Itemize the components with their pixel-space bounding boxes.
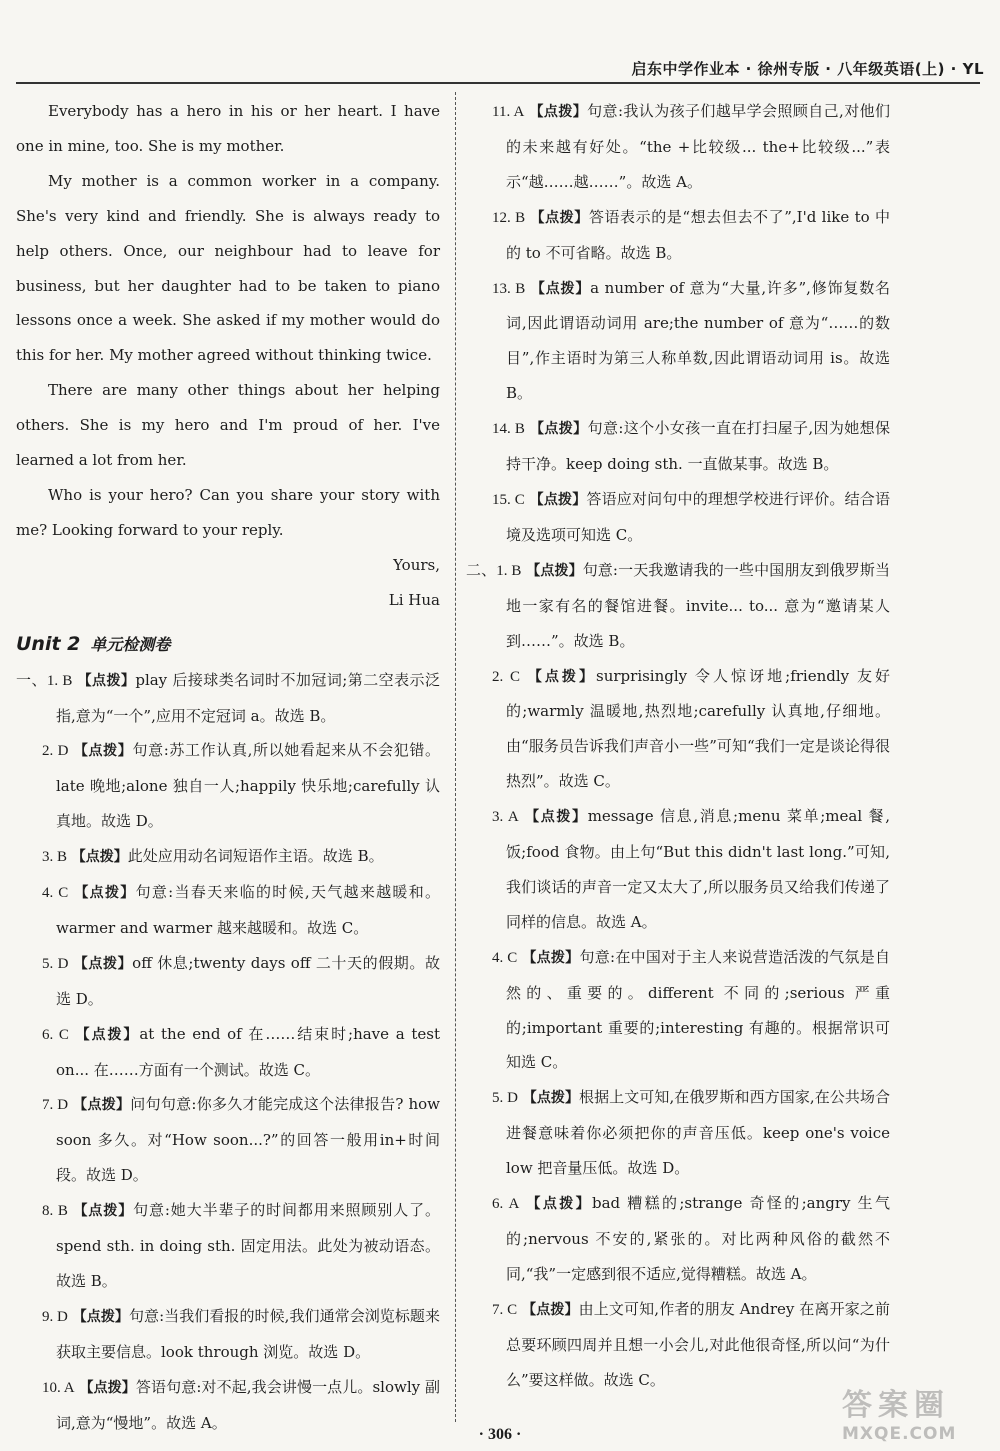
hint-tag: 【点拨】 <box>77 672 136 689</box>
hint-tag: 【点拨】 <box>522 1301 579 1318</box>
answer-number: 13. B <box>492 280 526 297</box>
answer-number: 9. D <box>42 1308 68 1325</box>
hint-tag: 【点拨】 <box>71 849 128 866</box>
watermark-url: MXQE.COM <box>842 1424 957 1444</box>
answer-explanation: 句意:一天我邀请我的一些中国朋友到俄罗斯当地一家有名的餐馆进餐。invite... to... 意为“邀请某人到……”。故选 B。 <box>506 560 890 650</box>
answer-explanation: 由上文可知,作者的朋友 Andrey 在离开家之前总要环顾四周并且想一小会儿,对此他很奇怪,所以问“为什么”要这样做。故选 C。 <box>506 1299 890 1389</box>
answer-number: 6. A <box>492 1196 520 1213</box>
answer-number: 15. C <box>492 491 525 508</box>
answer-list-left <box>16 663 440 1441</box>
header-rule <box>16 82 980 84</box>
watermark-text: 答案圈 <box>842 1388 950 1423</box>
hint-tag: 【点拨】 <box>73 955 133 972</box>
watermark-logo <box>842 1380 992 1448</box>
answer-item <box>16 663 440 734</box>
answer-explanation: 问句句意:你多久才能完成这个法律报告? how soon 多久。对“How soon...?”的回答一般用in+时间段。故选 D。 <box>56 1095 440 1185</box>
answer-explanation: message 信息,消息;menu 菜单;meal 餐,饭;food 食物。由上句“But this didn't last long.”可知,我们谈话的声音一定又太大了,所以服务员又给我们传递了同样的信息。故选 A。 <box>506 807 890 931</box>
answer-number: 7. D <box>42 1097 69 1114</box>
answer-number: 2. C <box>492 668 521 685</box>
answer-explanation: 句意:在中国对于主人来说营造活泼的气氛是自然的、重要的。different 不同的;serious 严重的;important 重要的;interesting 有趣的。根据常识可知选 C。 <box>506 947 890 1072</box>
hint-tag: 【点拨】 <box>522 949 580 966</box>
answer-number: 11. A <box>492 104 525 120</box>
answer-number: 4. C <box>492 949 518 966</box>
unit-title: Unit 2 <box>16 632 81 655</box>
answer-explanation: 此处应用动名词短语作主语。故选 B。 <box>127 847 384 866</box>
answer-item <box>16 733 440 839</box>
hint-tag: 【点拨】 <box>530 280 591 297</box>
answer-number: 7. C <box>492 1301 518 1318</box>
answer-number: 8. B <box>42 1203 68 1220</box>
answer-number: 5. D <box>42 955 69 972</box>
answer-item <box>16 875 440 946</box>
answer-explanation: surprisingly 令人惊讶地;friendly 友好的;warmly 温暖地,热烈地;carefully 认真地,仔细地。由“服务员告诉我们声音小一些”可知“我们一定是谈论得很热烈”。故选 C。 <box>506 666 890 791</box>
page-header: 启东中学作业本 · 徐州专版 · 八年级英语(上) · YL <box>631 60 984 78</box>
letter-paragraph: My mother is a common worker in a company. She's very kind and friendly. She is always ready to help others. Once, our neighbour had to leave for business, but her daughter had to be taken to piano lessons once a week. She asked if my mother would do this for her. My mother agreed without thinking twice. <box>16 171 440 365</box>
hint-tag: 【点拨】 <box>73 1097 131 1114</box>
answer-explanation: 答语表示的是“想去但去不了”,I'd like to 中的 to 不可省略。故选 B。 <box>506 207 891 262</box>
hint-tag: 【点拨】 <box>72 1308 129 1325</box>
column-divider <box>455 92 456 1422</box>
answer-number: 2. D <box>42 743 69 760</box>
answer-item <box>466 799 890 940</box>
answer-item <box>466 1080 890 1186</box>
hint-tag: 【点拨】 <box>525 809 588 826</box>
answer-item <box>16 1299 440 1370</box>
answer-explanation: 句意:她大半辈子的时间都用来照顾别人了。spend sth. in doing sth. 固定用法。此处为被动语态。故选 B。 <box>56 1201 440 1290</box>
answer-item <box>16 946 440 1017</box>
answer-item <box>16 1193 440 1299</box>
left-column <box>16 94 440 1441</box>
answer-item <box>466 482 890 553</box>
unit-heading <box>16 626 440 663</box>
hint-tag: 【点拨】 <box>522 1090 580 1107</box>
answer-explanation: 句意:我认为孩子们越早学会照顾自己,对他们的未来越有好处。“the +比较级... the+比较级...”表示“越……越……”。故选 A。 <box>506 102 890 191</box>
letter-paragraph: There are many other things about her helping others. She is my hero and I'm proud of her. I've learned a lot from her. <box>16 381 440 470</box>
answer-number: 6. C <box>42 1026 69 1043</box>
answer-number: 5. D <box>492 1090 518 1107</box>
answer-item <box>466 940 890 1081</box>
hint-tag: 【点拨】 <box>75 1026 140 1043</box>
hint-tag: 【点拨】 <box>79 1379 136 1396</box>
answer-explanation: a number of 意为“大量,许多”,修饰复数名词,因此谓语动词用 are;the number of 意为“……的数目”,作主语时为第三人称单数,因此谓语动词用 is。故选 B。 <box>506 278 890 403</box>
hint-tag: 【点拨】 <box>74 885 136 902</box>
answer-number: 一、1. B <box>16 672 73 689</box>
right-column <box>466 94 890 1398</box>
answer-explanation: 句意:当我们看报的时候,我们通常会浏览标题来获取主要信息。look through 浏览。故选 D。 <box>56 1306 440 1361</box>
answer-item <box>466 659 890 800</box>
answer-number: 3. B <box>42 849 68 866</box>
page-number: · 306 · <box>478 1426 522 1443</box>
letter-paragraph: Everybody has a hero in his or her heart. I have one in mine, too. She is my mother. <box>16 102 440 155</box>
answer-number: 14. B <box>492 421 525 438</box>
answer-item <box>466 1292 890 1398</box>
answer-number: 二、1. B <box>466 562 522 579</box>
answer-item <box>466 553 890 659</box>
hint-tag: 【点拨】 <box>526 562 583 579</box>
answer-item <box>466 411 890 482</box>
hint-tag: 【点拨】 <box>530 209 589 226</box>
letter-paragraph: Who is your hero? Can you share your story with me? Looking forward to your reply. <box>16 485 440 539</box>
answer-item <box>466 271 890 412</box>
answer-explanation: 句意:当春天来临的时候,天气越来越暖和。warmer and warmer 越来越暖和。故选 C。 <box>56 883 441 937</box>
answer-number: 10. A <box>42 1379 75 1396</box>
hint-tag: 【点拨】 <box>529 491 587 508</box>
answer-explanation: 答语应对问句中的理想学校进行评价。结合语境及选项可知选 C。 <box>506 489 890 544</box>
letter-signature: Li Hua <box>388 590 440 609</box>
unit-subtitle: 单元检测卷 <box>90 634 171 654</box>
answer-explanation: 答语句意:对不起,我会讲慢一点儿。slowly 副词,意为“慢地”。故选 A。 <box>56 1377 440 1432</box>
answer-number: 12. B <box>492 209 526 226</box>
hint-tag: 【点拨】 <box>529 104 588 120</box>
answer-explanation: 根据上文可知,在俄罗斯和西方国家,在公共场合进餐意味着你必须把你的声音压低。keep one's voice low 把音量压低。故选 D。 <box>506 1088 890 1178</box>
answer-explanation: play 后接球类名词时不加冠词;第二空表示泛指,意为“一个”,应用不定冠词 a。故选 B。 <box>56 670 440 725</box>
answer-explanation: bad 糟糕的;strange 奇怪的;angry 生气的;nervous 不安的,紧张的。对比两种风俗的截然不同,“我”一定感到很不适应,觉得糟糕。故选 A。 <box>506 1194 890 1283</box>
answer-number: 4. C <box>42 885 69 902</box>
answer-explanation: 句意:苏工作认真,所以她看起来从不会犯错。late 晚地;alone 独自一人;happily 快乐地;carefully 认真地。故选 D。 <box>56 741 440 831</box>
answer-item <box>16 1087 440 1193</box>
hint-tag: 【点拨】 <box>73 1203 134 1220</box>
answer-explanation: at the end of 在……结束时;have a test on... 在……方面有一个测试。故选 C。 <box>56 1024 440 1079</box>
answer-item <box>466 94 890 200</box>
answer-list-right <box>466 94 890 1398</box>
answer-item <box>466 1186 890 1292</box>
answer-number: 3. A <box>492 809 519 826</box>
letter-closing: Yours, <box>393 555 440 574</box>
answer-item <box>466 200 890 271</box>
answer-explanation: off 休息;twenty days off 二十天的假期。故选 D。 <box>56 953 440 1008</box>
hint-tag: 【点拨】 <box>73 743 133 760</box>
hint-tag: 【点拨】 <box>526 1196 592 1213</box>
hint-tag: 【点拨】 <box>527 668 597 685</box>
answer-item <box>16 839 440 875</box>
letter <box>16 94 440 618</box>
hint-tag: 【点拨】 <box>530 421 588 438</box>
answer-explanation: 句意:这个小女孩一直在打扫屋子,因为她想保持干净。keep doing sth. 一直做某事。故选 B。 <box>506 419 890 474</box>
answer-item <box>16 1017 440 1088</box>
